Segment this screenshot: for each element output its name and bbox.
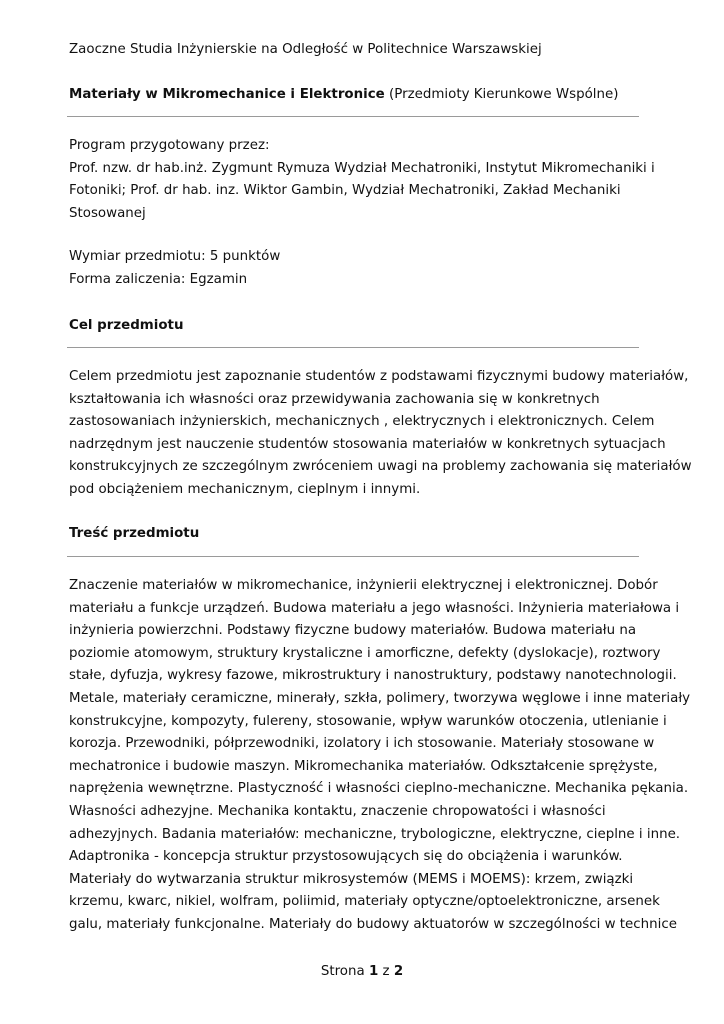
goal-paragraph xyxy=(69,366,692,502)
content-line: inżynieria powierzchni. Podstawy fizyczne budowy materiałów. Budowa materiału na xyxy=(69,623,637,639)
content-line: Adaptronika - koncepcja struktur przystosowujących się do obciążenia i warunków. xyxy=(69,849,623,865)
divider xyxy=(67,556,639,557)
content-line: materiału a funkcje urządzeń. Budowa materiału a jego własności. Inżynieria materiałowa i xyxy=(69,600,680,616)
content-line: naprężenia wewnętrzne. Plastyczność i własności cieplno-mechaniczne. Mechanika pękania. xyxy=(69,781,689,797)
program-line: Program przygotowany przez: xyxy=(69,138,270,153)
goal-line: zastosowaniach inżynierskich, mechanicznych , elektrycznych i elektronicznych. Celem xyxy=(69,414,655,430)
program-line: Fotoniki; Prof. dr hab. inz. Wiktor Gambin, Wydział Mechatroniki, Zakład Mechaniki xyxy=(69,183,621,199)
content-line: adhezyjnych. Badania materiałów: mechaniczne, trybologiczne, elektryczne, cieplne i inne. xyxy=(69,826,681,842)
current-page: 1 xyxy=(368,964,379,979)
page-number-footer xyxy=(0,964,724,979)
content-paragraph xyxy=(69,575,691,937)
program-line: Prof. nzw. dr hab.inż. Zygmunt Rymuza Wydział Mechatroniki, Instytut Mikromechaniki i xyxy=(69,160,655,176)
content-line: krzemu, kwarc, nikiel, wolfram, poliimid, materiały optyczne/optoelektroniczne, arsenek xyxy=(69,894,660,910)
content-line: poziomie atomowym, struktury krystaliczne i amorficzne, defekty (dyslokacje), roztwory xyxy=(69,645,661,661)
content-line: korozja. Przewodniki, półprzewodniki, izolatory i ich stosowanie. Materiały stosowane w xyxy=(69,736,655,752)
course-scope: Wymiar przedmiotu: 5 punktów xyxy=(69,249,281,264)
page-separator: z xyxy=(382,964,390,979)
institution-header: Zaoczne Studia Inżynierskie na Odległość w Politechnice Warszawskiej xyxy=(69,42,542,57)
content-line: Znaczenie materiałów w mikromechanice, inżynierii elektrycznej i elektronicznej. Dobór xyxy=(69,578,658,593)
course-name: Materiały w Mikromechanice i Elektronice xyxy=(69,87,385,102)
divider xyxy=(67,347,639,348)
content-line: konstrukcyjne, kompozyty, fulereny, stosowanie, wpływ warunków otoczenia, utlenianie i xyxy=(69,713,667,729)
content-line: mechatronice i budowie maszyn. Mikromechanika materiałów. Odkształcenie sprężyste, xyxy=(69,758,658,774)
program-line: Stosowanej xyxy=(69,205,146,221)
content-line: Metale, materiały ceramiczne, minerały, szkła, polimery, tworzywa węglowe i inne materiały xyxy=(69,690,691,706)
goal-line: kształtowania ich własności oraz przewidywania zachowania się w konkretnych xyxy=(69,391,600,407)
goal-heading: Cel przedmiotu xyxy=(69,318,184,333)
content-line: galu, materiały funkcjonalne. Materiały do budowy aktuatorów w szczególności w technice xyxy=(69,916,677,932)
goal-line: Celem przedmiotu jest zapoznanie studentów z podstawami fizycznymi budowy materiałów, xyxy=(69,369,689,384)
program-authors xyxy=(69,135,655,225)
divider xyxy=(67,116,639,117)
goal-line: pod obciążeniem mechanicznym, cieplnym i innymi. xyxy=(69,481,421,497)
content-line: stałe, dyfuzja, wykresy fazowe, mikrostruktury i nanostruktury, podstawy nanotechnologii. xyxy=(69,668,677,684)
content-line: Własności adhezyjne. Mechanika kontaktu, znaczenie chropowatości i własności xyxy=(69,803,606,819)
page-label: Strona xyxy=(320,964,365,979)
course-title xyxy=(69,87,618,102)
course-group: (Przedmioty Kierunkowe Wspólne) xyxy=(384,87,619,102)
total-pages: 2 xyxy=(393,964,404,979)
course-details xyxy=(69,246,641,291)
goal-line: konstrukcyjnych ze szczególnym zwróceniem uwagi na problemy zachowania się materiałów xyxy=(69,459,692,475)
content-line: Materiały do wytwarzania struktur mikrosystemów (MEMS i MOEMS): krzem, związki xyxy=(69,871,634,887)
goal-line: nadrzędnym jest nauczenie studentów stosowania materiałów w konkretnych sytuacjach xyxy=(69,436,666,452)
content-heading: Treść przedmiotu xyxy=(69,526,200,541)
course-assessment: Forma zaliczenia: Egzamin xyxy=(69,271,248,287)
